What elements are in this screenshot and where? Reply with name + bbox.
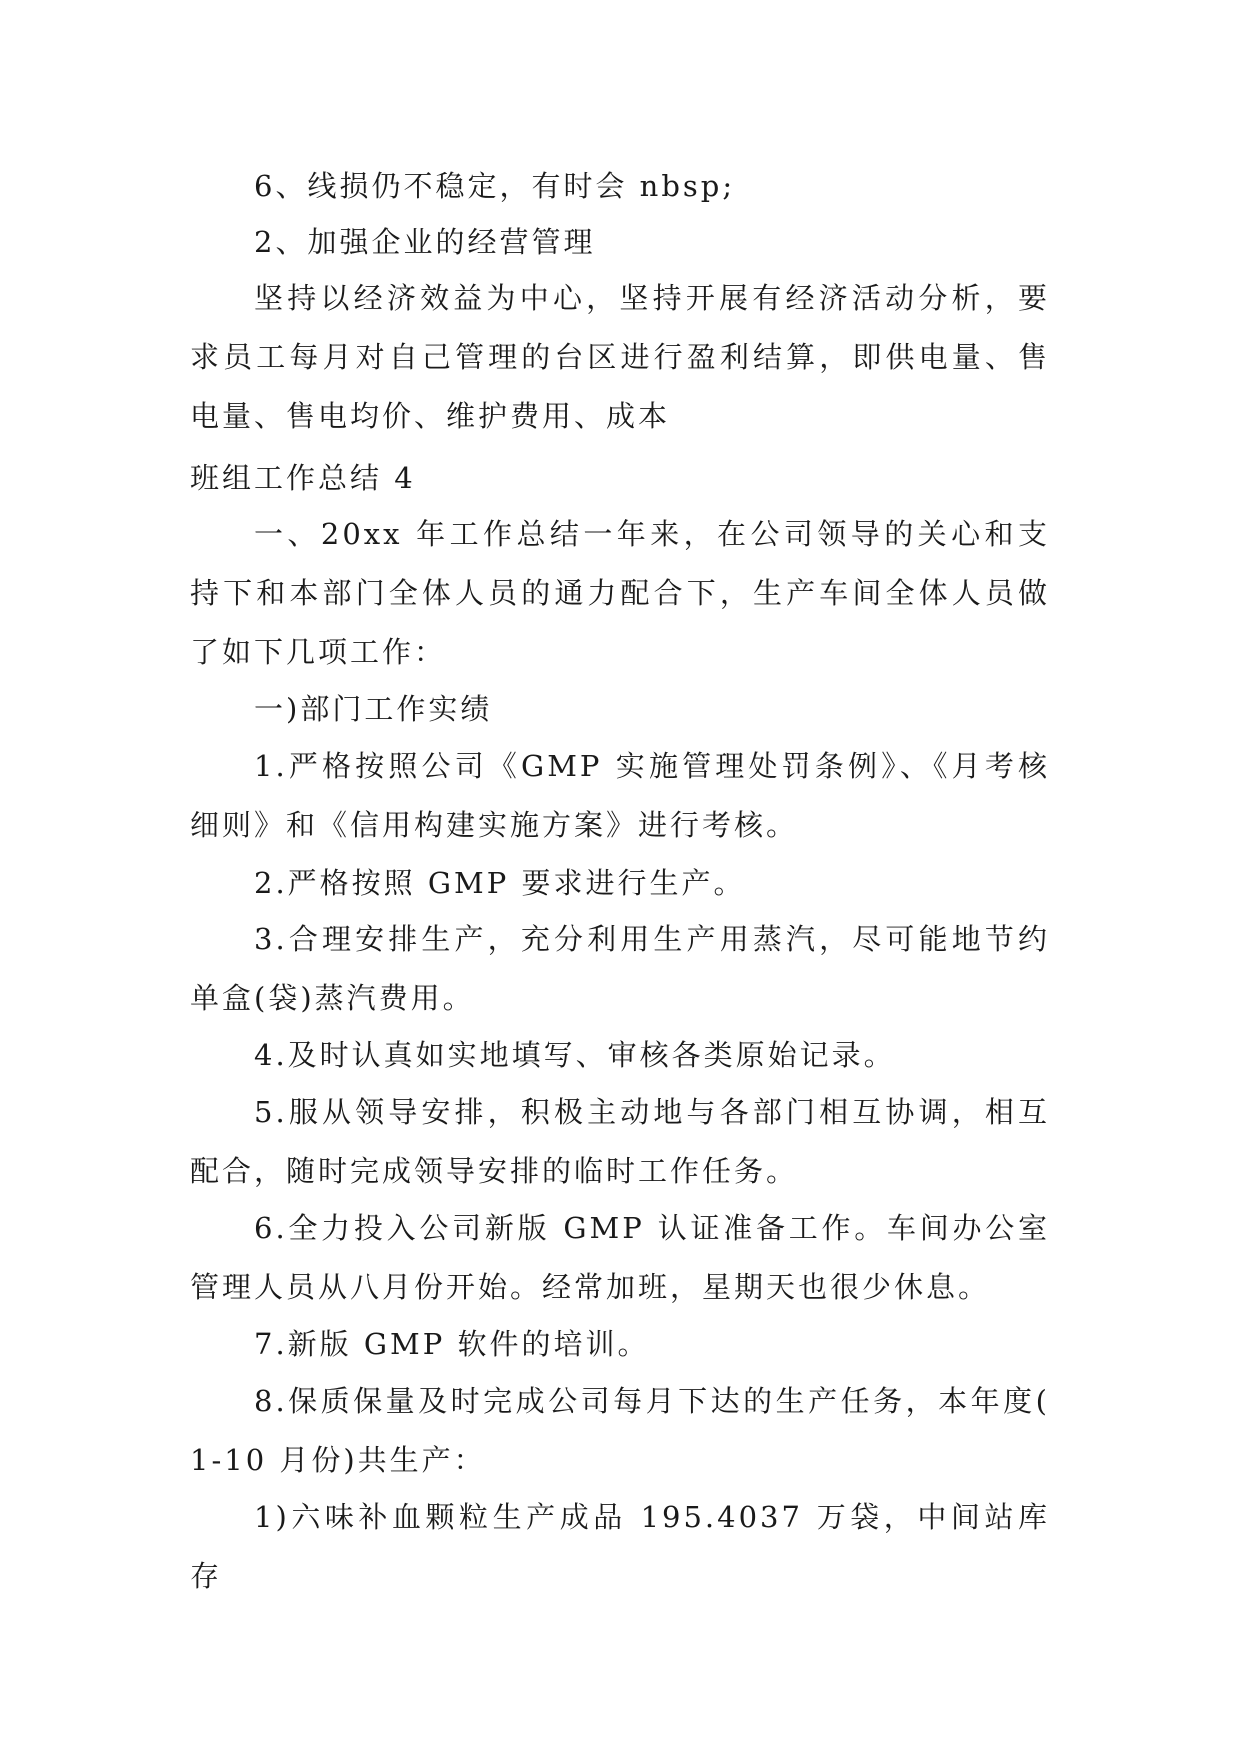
list-item-1: 1.严格按照公司《GMP 实施管理处罚条例》、《月考核细则》和《信用构建实施方案》进行考核。 <box>190 749 1050 842</box>
list-item-4: 4.及时认真如实地填写、审核各类原始记录。 <box>254 1038 896 1072</box>
list-item-5: 5.服从领导安排，积极主动地与各部门相互协调，相互配合，随时完成领导安排的临时工作任务。 <box>190 1095 1050 1188</box>
paragraph-strengthen-management: 2、加强企业的经营管理 <box>254 225 596 259</box>
paragraph-line-loss: 6、线损仍不稳定，有时会 nbsp; <box>254 169 736 203</box>
list-item-3: 3.合理安排生产，充分利用生产用蒸汽，尽可能地节约单盒(袋)蒸汽费用。 <box>190 922 1050 1015</box>
list-item-8: 8.保质保量及时完成公司每月下达的生产任务，本年度(1-10 月份)共生产： <box>190 1384 1050 1477</box>
paragraph-economic-benefit: 坚持以经济效益为中心，坚持开展有经济活动分析，要求员工每月对自己管理的台区进行盈利结算，即供电量、售电量、售电均价、维护费用、成本 <box>190 281 1050 433</box>
paragraph-dept-achievements: 一)部门工作实绩 <box>254 692 493 726</box>
list-item-7: 7.新版 GMP 软件的培训。 <box>254 1327 650 1361</box>
section-title: 班组工作总结 4 <box>190 461 416 495</box>
list-item-2: 2.严格按照 GMP 要求进行生产。 <box>254 866 746 900</box>
list-item-6: 6.全力投入公司新版 GMP 认证准备工作。车间办公室管理人员从八月份开始。经常加班，星期天也很少休息。 <box>190 1211 1050 1304</box>
paragraph-year-summary: 一、20xx 年工作总结一年来，在公司领导的关心和支持下和本部门全体人员的通力配合下，生产车间全体人员做了如下几项工作： <box>190 517 1050 669</box>
sub-item-1: 1)六味补血颗粒生产成品 195.4037 万袋，中间站库存 <box>190 1500 1050 1593</box>
